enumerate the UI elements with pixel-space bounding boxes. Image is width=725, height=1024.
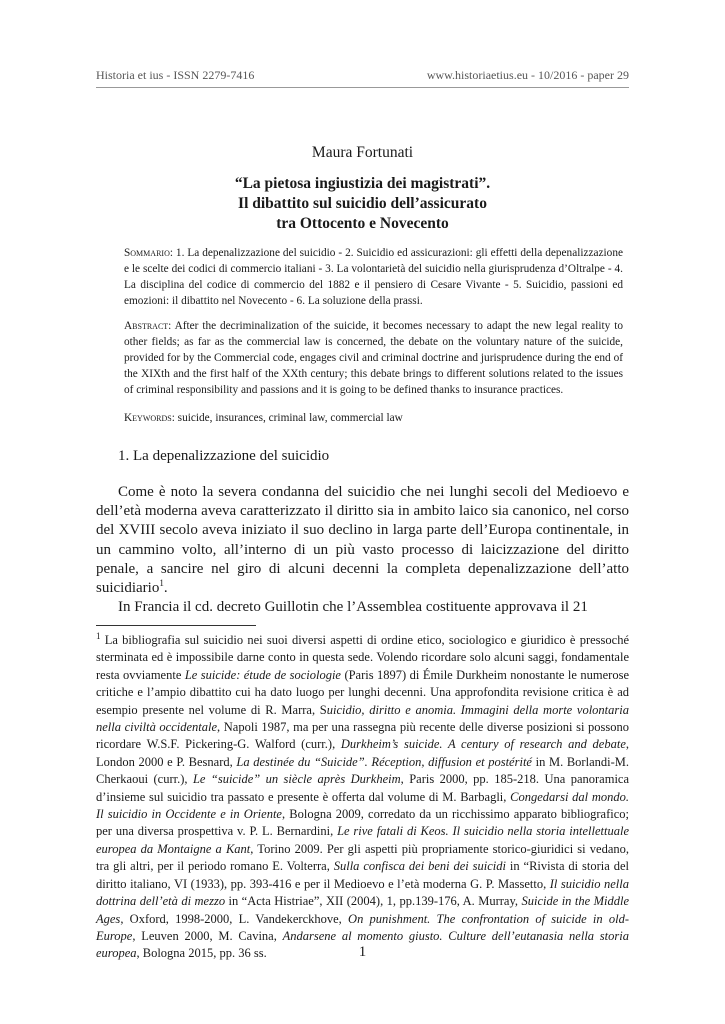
keywords-block (124, 410, 623, 426)
keywords-label: Keywords (124, 412, 172, 424)
title-line: tra Ottocento e Novecento (276, 215, 449, 232)
author-name: Maura Fortunati (311, 144, 414, 161)
footnote (96, 632, 629, 963)
footnote-cited-title: Sulla confisca dei beni dei suicidi (333, 859, 506, 874)
footnote-text: (Paris 1897) di Émile Durkheim nonostante le numerose critiche e l’ampio dibattito cui ha dato luogo per lunghi decenni. Una approfondita revisione critica è ad esempio presente nel volume di R. Marra, S (96, 667, 629, 717)
journal-url: www.historiaetius.eu - 10/2016 - paper 29 (426, 68, 629, 82)
footnote-text: , Paris 2000, pp. 185-218. Una panoramica d’insieme sul suicidio tra passato e presente è offerta dal volume di M. Barbagli, (96, 772, 630, 804)
keywords-text: : suicide, insurances, criminal law, commercial law (171, 412, 403, 424)
body-text (96, 483, 629, 617)
footnote-text: , Napoli 1987, ma per una rassegna più recente delle diverse posizioni si possono ricordare W.S.F. Pickering-G. Walford (curr.), (96, 720, 629, 752)
footnote-cited-title: Le suicide: étude de sociologie (184, 667, 341, 682)
footnote-text: , Bologna 2015, pp. 36 ss. (136, 946, 267, 961)
footnote-cited-title: uicidio, diritto e anomia. Immagini della morte volontaria nella civiltà occidentale (96, 702, 629, 735)
sommario-block (124, 245, 623, 309)
paragraph (96, 598, 629, 617)
footnote-text: , Torino 2009. Per gli aspetti più propriamente storico-giuridici si vedano, tra gli altri, per il periodo romano E. Volterra, (96, 841, 629, 874)
footnote-text: La bibliografia sul suicidio nei suoi diversi aspetti di ordine etico, sociologico e giuridico è pressoché sterminata ed è impossibile darne conto in questa sede. Volendo ricordare solo alcuni saggi, fondamentale resta ovviamente (96, 633, 629, 682)
paragraph-text: In Francia il cd. decreto Guillotin che l’Assemblea costituente approvava il 21 (118, 599, 588, 616)
journal-issn: Historia et ius - ISSN 2279-7416 (96, 68, 255, 82)
paragraph: Come è noto la severa condanna del suicidio che nei lunghi secoli del Medioevo e dell’età moderna aveva caratterizzato il diritto sia in ambito laico sia canonico, nel corso del XVIII secolo aveva iniziato il suo declino in larga parte dell’Europa continentale, in un cammino volto, all’interno di un più vasto processo di laicizzazione del diritto penale, a sancire nel giro di alcuni decenni la completa depenalizzazione dell’atto suicidiario$^1$. (96, 484, 629, 597)
section-heading: 1. La depenalizzazione del suicidio (118, 448, 330, 464)
footnote-ref[interactable]: 1 (159, 578, 164, 589)
footnote-text: in “Acta Histriae”, XII (2004), 1, pp.139-176, A. Murray, (225, 894, 522, 909)
footnote-text: in “Rivista di storia del diritto italiano, VI (1933), pp. 393-416 e per il Medioevo e l’età moderna G. P. Massetto, (96, 859, 629, 891)
footnote-text: in M. Borlandi-M. Cherkaoui (curr.), (96, 754, 629, 787)
abstract-label: Abstract (124, 320, 169, 332)
paragraph-text: Come è noto la severa condanna del suicidio che nei lunghi secoli del Medioevo e dell’età moderna aveva caratterizzato il diritto sia in ambito laico sia canonico, nel corso del XVIII secolo aveva iniziato il suo declino in larga parte dell’Europa continentale, in un cammino volto, all’interno di un più vasto processo di laicizzazione del diritto penale, a sancire nel giro di alcuni decenni la completa depenalizzazione dell’atto suicidiario (96, 484, 629, 597)
page-number: 1 (358, 944, 367, 960)
article-title (120, 174, 605, 234)
footnote-text: , Leuven 2000, M. Cavina, (132, 928, 283, 943)
footnote-cited-title: Congedarsi dal mondo. Il suicidio in Occidente e in Oriente (96, 789, 629, 822)
footnote-text: , London 2000 e P. Besnard, (96, 737, 629, 769)
title-line: “La pietosa ingiustizia dei magistrati”. (234, 175, 491, 192)
footnote-cited-title: Le “suicide” un siècle après Durkheim (192, 772, 401, 787)
footnote-cited-title: La destinée du “Suicide”. Réception, diffusion et postérité (236, 754, 532, 769)
footnote-cited-title: Il suicidio nella dottrina dell’età di mezzo (96, 876, 629, 909)
footnote-cited-title: Suicide in the Middle Ages (96, 894, 629, 926)
footnote-cited-title: Le rive fatali di Keos. Il suicidio nella storia intellettuale europea da Montaigne a Kant (96, 824, 629, 856)
footnote-cited-title: On punishment. The confrontation of suicide in old-Europe (96, 911, 629, 943)
abstract-text: : After the decriminalization of the suicide, it becomes necessary to adapt the new legal reality to other fields; as far as the commercial law is concerned, the debate on the voluntary nature of the suicide, provided for by the Commercial code, engages civil and criminal doctrine and jurisprudence during the end of the XIXth and the first half of the XXth century; this debate brings to different solutions related to the issues of criminal responsibility and passions and it is going to be defined thanks to insurance practices. (124, 320, 623, 396)
sommario-text: : 1. La depenalizzazione del suicidio - 2. Suicidio ed assicurazioni: gli effetti della depenalizzazione e le scelte dei codici di commercio italiani - 3. La volontarietà del suicidio nella giurisprudenza d’Oltralpe - 4. La disciplina del codice di commercio del 1882 e il pensiero di Cesare Vivante - 5. Suicidio, passioni ed emozioni: il dibattito nel Novecento - 6. La soluzione della prassi. (124, 247, 623, 307)
footnote-cited-title: Durkheim’s suicide. A century of research and debate (340, 737, 626, 752)
running-header (96, 68, 629, 88)
footnote-text: , Bologna 2009, corredato da un ricchissimo apparato bibliografico; per una diversa prospettiva v. P. L. Bernardini, (96, 807, 630, 839)
footnote-marker: 1 (96, 630, 101, 641)
footnote-text: , Oxford, 1998-2000, L. Vandekerckhove, (120, 911, 349, 926)
sommario-label: Sommario (124, 247, 170, 259)
footnote-cited-title: Andarsene al momento giusto. Culture dell’eutanasia nella storia europea (96, 928, 629, 961)
title-line: Il dibattito sul suicidio dell’assicurato (238, 195, 487, 212)
footnote-separator (96, 625, 256, 626)
abstract-block (124, 318, 623, 398)
